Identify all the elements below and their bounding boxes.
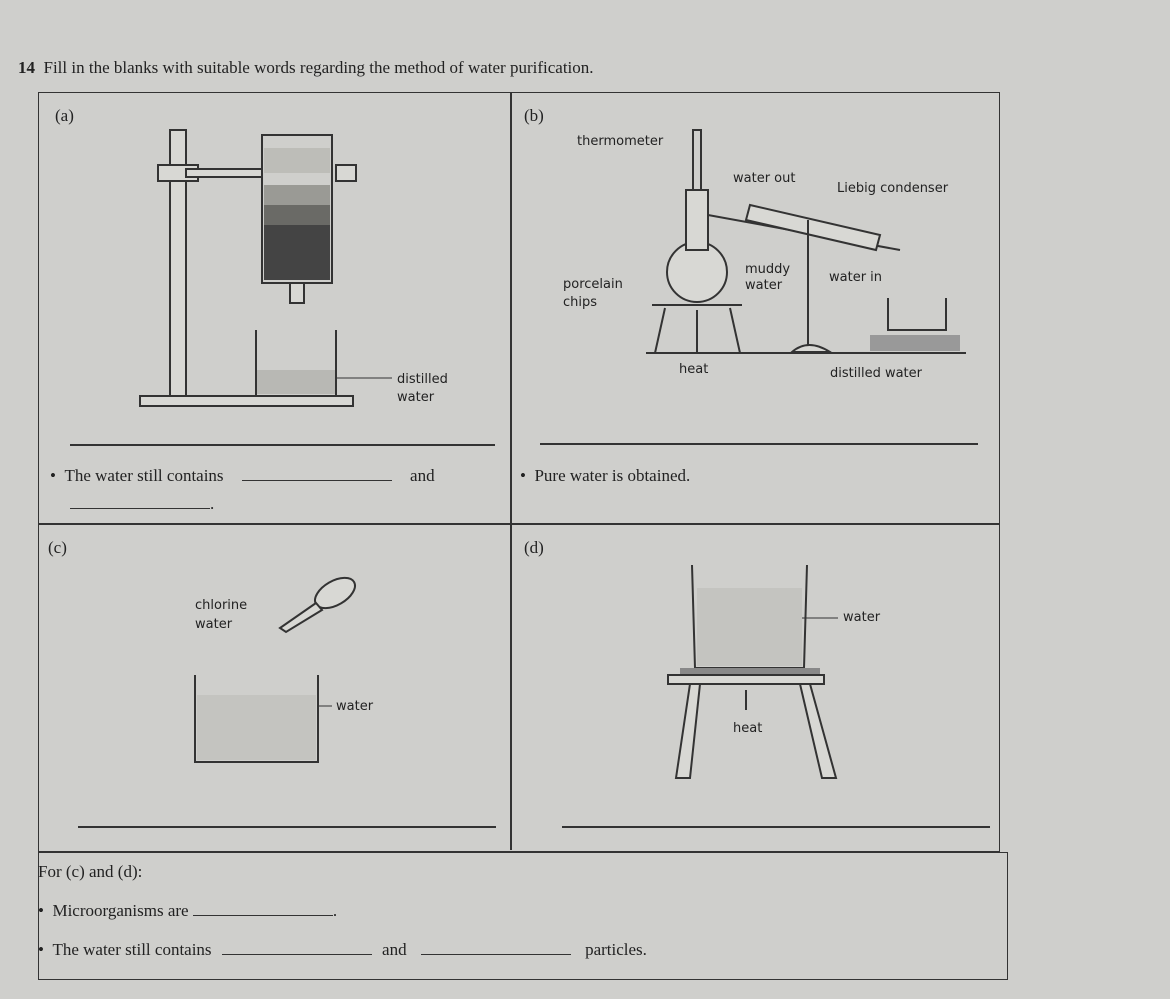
label-porcelain: porcelain: [563, 277, 623, 292]
label-muddy: muddy: [745, 262, 791, 277]
label-chlorine: chlorine: [195, 598, 248, 613]
answer-line-b[interactable]: [540, 443, 978, 445]
answer-line-a[interactable]: [70, 444, 495, 446]
summary-line-2: • The water still contains and particles.: [38, 940, 647, 959]
answer-line-d[interactable]: [562, 826, 990, 828]
question-title: [18, 58, 594, 78]
answer-line-c[interactable]: [78, 826, 496, 828]
part-b-label: (b): [524, 106, 544, 125]
summary-heading: For (c) and (d):: [38, 862, 143, 881]
question-number: 14: [18, 58, 35, 77]
label-water-out: water out: [733, 171, 796, 186]
divider-horizontal: [38, 523, 1000, 525]
label-thermometer: thermometer: [577, 134, 664, 149]
part-a-statement: • The water still contains and: [50, 466, 435, 485]
label-water-in: water in: [829, 270, 883, 285]
label-heat-d: heat: [733, 721, 763, 736]
label-distilled-water: water: [397, 390, 435, 405]
label-liebig-condenser: Liebig condenser: [837, 181, 949, 196]
part-b-statement: • Pure water is obtained.: [520, 466, 691, 485]
part-c-label: (c): [48, 538, 67, 557]
label-water-d: water: [843, 610, 881, 625]
label-distilled: distilled: [397, 372, 448, 387]
part-a-statement-cont: .: [70, 494, 214, 514]
blank-contains-2[interactable]: [421, 953, 571, 955]
blank-microorganisms[interactable]: [193, 914, 333, 916]
label-heat-b: heat: [679, 362, 709, 377]
divider-vertical: [510, 92, 512, 850]
blank-a2[interactable]: [70, 507, 210, 509]
part-d-label: (d): [524, 538, 544, 557]
label-chlorine-water: water: [195, 617, 233, 632]
question-text: Fill in the blanks with suitable words regarding the method of water purification.: [43, 58, 594, 77]
blank-a1[interactable]: [242, 479, 392, 481]
label-water-c: water: [336, 699, 374, 714]
label-chips: chips: [563, 295, 598, 310]
label-distilled-water-b: distilled water: [830, 366, 922, 381]
boiling-diagram: [0, 0, 1, 1]
blank-contains-1[interactable]: [222, 953, 372, 955]
summary-line-1: • Microorganisms are .: [38, 901, 338, 920]
label-muddy-water: water: [745, 278, 783, 293]
part-a-label: (a): [55, 106, 74, 125]
